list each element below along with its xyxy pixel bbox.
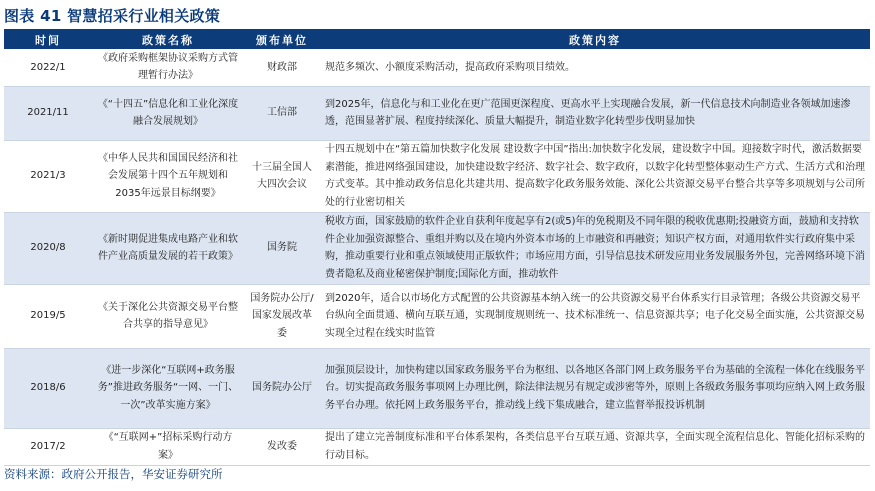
row-issuer: 十三届全国人大四次会议	[244, 140, 320, 212]
table-row	[4, 348, 870, 428]
row-content: 十四五规划中在“第五篇加快数字化发展 建设数字中国”指出:加快数字化发展，建设数字中国。迎接数字时代，激活数据要素潜能，推进网络强国建设，加快建设数字经济、数字社会、数字政府，以数字化转型整体驱动生产方式、生活方式和治理方式变革。其中推动政务信息化共建共用、提高数字化政务服务效能、深化公共资源交易平台整合共享等多项规划与公司所处的行业密切相关	[320, 140, 870, 212]
row-issuer: 国务院办公厅	[244, 348, 320, 428]
header-time: 时间	[4, 31, 92, 49]
row-issuer: 财政部	[244, 49, 320, 86]
row-policy-name: 《关于深化公共资源交易平台整合共享的指导意见》	[92, 284, 244, 348]
row-time: 2021/3	[4, 140, 92, 212]
row-issuer: 工信部	[244, 86, 320, 140]
row-issuer: 发改委	[244, 428, 320, 465]
table-row	[4, 212, 870, 284]
row-time: 2020/8	[4, 212, 92, 284]
header-policy-name: 政策名称	[92, 31, 244, 49]
row-content: 到2025年，信息化与和工业化在更广范围更深程度、更高水平上实现融合发展，新一代信息技术向制造业各领域加速渗透，范围显著扩展、程度持续深化、质量大幅提升，制造业数字化转型步伐明显加快	[320, 86, 870, 140]
row-policy-name: 《进一步深化“互联网+政务服务”推进政务服务“一网、一门、一次”改革实施方案》	[92, 348, 244, 428]
row-time: 2019/5	[4, 284, 92, 348]
table-row	[4, 428, 870, 465]
row-policy-name: 《新时期促进集成电路产业和软件产业高质量发展的若干政策》	[92, 212, 244, 284]
table-row	[4, 49, 870, 86]
table-header-row	[4, 31, 870, 49]
header-issuer: 颁布单位	[244, 31, 320, 49]
source-note: 资料来源：政府公开报告，华安证券研究所	[4, 467, 223, 481]
table-row	[4, 140, 870, 212]
row-content: 加强顶层设计，加快构建以国家政务服务平台为枢纽、以各地区各部门网上政务服务平台为基础的全流程一体化在线服务平台。切实提高政务服务事项网上办理比例，除法律法规另有规定或涉密等外，原则上各级政务服务事项均应纳入网上政务服务平台办理。依托网上政务服务平台，推动线上线下集成融合，建立监督举报投诉机制	[320, 348, 870, 428]
row-policy-name: 《中华人民共和国国民经济和社会发展第十四个五年规划和2035年远景目标纲要》	[92, 140, 244, 212]
row-policy-name: 《“十四五”信息化和工业化深度融合发展规划》	[92, 86, 244, 140]
row-time: 2022/1	[4, 49, 92, 86]
figure-title: 图表 41 智慧招采行业相关政策	[4, 7, 221, 25]
header-policy-content: 政策内容	[320, 31, 870, 49]
row-policy-name: 《“互联网+”招标采购行动方案》	[92, 428, 244, 465]
policy-table	[4, 31, 870, 466]
row-time: 2021/11	[4, 86, 92, 140]
row-issuer: 国务院办公厅/国家发展改革委	[244, 284, 320, 348]
row-content: 规范多频次、小额度采购活动，提高政府采购项目绩效。	[320, 49, 870, 86]
row-time: 2017/2	[4, 428, 92, 465]
row-time: 2018/6	[4, 348, 92, 428]
row-content: 到2020年，适合以市场化方式配置的公共资源基本纳入统一的公共资源交易平台体系实行目录管理；各级公共资源交易平台纵向全面贯通、横向互联互通，实现制度规则统一、技术标准统一、信息资源共享；电子化交易全面实施，公共资源交易实现全过程在线实时监管	[320, 284, 870, 348]
table-row	[4, 86, 870, 140]
row-content: 税收方面，国家鼓励的软件企业自获利年度起享有2(或5)年的免税期及不同年限的税收优惠期;投融资方面，鼓励和支持软件企业加强资源整合、重组并购以及在境内外资本市场的上市融资和再融资；知识产权方面，对通用软件实行政府集中采购，推动重要行业和重点领域使用正版软件；市场应用方面，引导信息技术研发应用业务发展服务外包，完善网络环境下消费者隐私及商业秘密保护制度;国际化方面，推动软件	[320, 212, 870, 284]
row-issuer: 国务院	[244, 212, 320, 284]
row-policy-name: 《政府采购框架协议采购方式管理暂行办法》	[92, 49, 244, 86]
row-content: 提出了建立完善制度标准和平台体系架构，各类信息平台互联互通、资源共享，全面实现全流程信息化、智能化招标采购的行动目标。	[320, 428, 870, 465]
table-row	[4, 284, 870, 348]
